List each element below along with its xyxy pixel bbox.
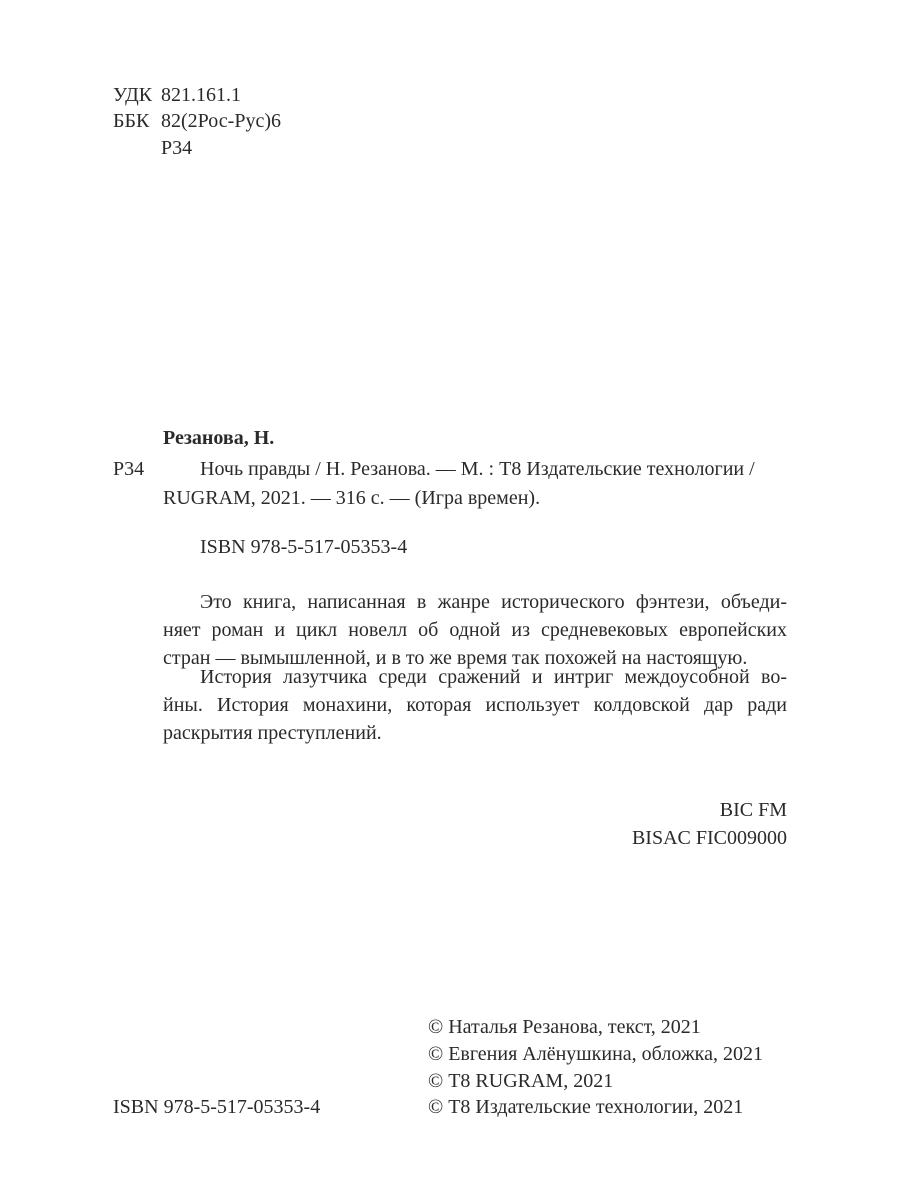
bic-code: BIC FM [719,799,787,821]
author-mark-row [113,134,192,162]
bbk-label: ББК [113,110,150,132]
annotation-p1-line-3: стран — вымышленной, и в то же время так похожей на настоящую. [163,647,748,669]
bbk-row [113,107,281,135]
entry-margin-mark: Р34 [113,458,145,480]
entry-title-line-1: Ночь правды / Н. Резанова. — М. : Т8 Издательские технологии / [200,458,755,480]
annotation-p1-line-2: няет роман и цикл новелл об одной из средневековых европейских [163,619,787,641]
udk-row [113,81,241,109]
entry-isbn: ISBN 978-5-517-05353-4 [200,536,408,558]
annotation-p1-line-1: Это книга, написанная в жанре исторического фэнтези, объеди- [200,591,787,613]
author-mark: Р34 [161,137,193,159]
annotation-p2-line-3: раскрытия преступлений. [163,722,382,744]
entry-author: Резанова, Н. [163,427,275,449]
copyright-line-1: © Наталья Резанова, текст, 2021 [428,1016,701,1038]
annotation-p2-line-1: История лазутчика среди сражений и интриг междоусобной во- [200,666,787,688]
footer-isbn: ISBN 978-5-517-05353-4 [113,1096,321,1118]
annotation-p2-line-2: йны. История монахини, которая использует колдовской дар ради [163,694,787,716]
entry-title-line-2: RUGRAM, 2021. — 316 с. — (Игра времен). [163,487,541,509]
copyright-line-2: © Евгения Алёнушкина, обложка, 2021 [428,1043,763,1065]
copyright-line-4: © Т8 Издательские технологии, 2021 [428,1096,744,1118]
annotation-paragraph-1 [163,588,787,672]
bbk-value: 82(2Рос-Рус)6 [161,110,281,132]
udk-value: 821.161.1 [161,84,241,106]
annotation-paragraph-2 [163,663,787,747]
bisac-code: BISAC FIC009000 [631,827,787,849]
copyright-line-3: © Т8 RUGRAM, 2021 [428,1070,614,1092]
udk-label: УДК [113,84,153,106]
